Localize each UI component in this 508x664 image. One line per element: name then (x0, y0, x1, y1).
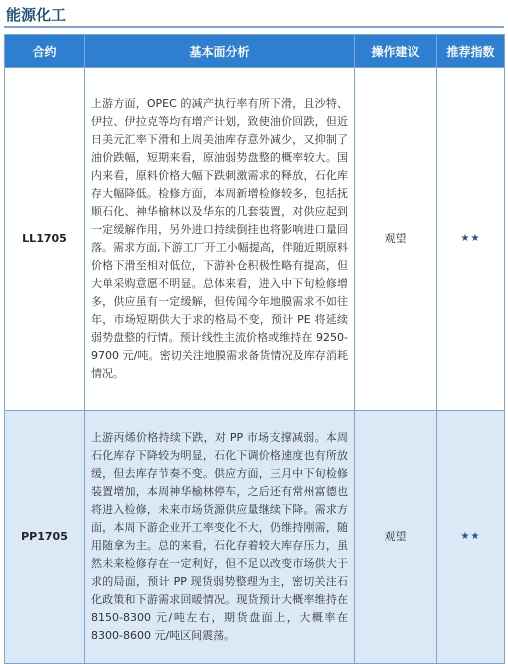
header-contract: 合约 (5, 35, 85, 68)
title-divider (4, 26, 504, 28)
table-row (5, 411, 505, 664)
contract-cell: PP1705 (5, 411, 85, 664)
header-analysis: 基本面分析 (85, 35, 355, 68)
analysis-cell: 上游丙烯价格持续下跌，对 PP 市场支撑减弱。本周石化库存下降较为明显，石化下调价格速度也有所放缓，但去库存节奏不变。供应方面，三月中下旬检修装置增加，本周神华榆林停车，之后还有常州富德也将进入检修，未来市场货源供应量继续下降。需求方面，本周下游企业开工率变化不大，仍维持刚需，随用随拿为主。总的来看，石化存着较大库存压力，虽然未来检修存在一定利好，但不足以改变市场供大于求的局面，预计 PP 现货弱势整理为主，密切关注石化政策和下游需求回暖情况。现货预计大概率维持在 8150-8300 元/吨左右，期货盘面上，大概率在 8300-8600 元/吨区间震荡。 (85, 411, 355, 664)
section-title: 能源化工 (6, 6, 67, 24)
advice-cell: 观望 (355, 68, 437, 411)
advice-cell: 观望 (355, 411, 437, 664)
rating-stars: ★★ (437, 411, 505, 664)
rating-stars: ★★ (437, 68, 505, 411)
contract-cell: LL1705 (5, 68, 85, 411)
analysis-table (4, 34, 505, 664)
header-rating: 推荐指数 (437, 35, 505, 68)
table-header-row (5, 35, 505, 68)
analysis-cell: 上游方面，OPEC 的减产执行率有所下滑，且沙特、伊拉、伊拉克等均有增产计划，致使油价回跌，但近日美元汇率下滑和上周美油库存意外减少，又抑制了油价跌幅，短期来看，原油弱势盘整的概率较大。国内来看，原料价格大幅下跌刺激需求的释放，石化库存大幅降低。检修方面，本周新增检修较多，包括抚顺石化、神华榆林以及华东的几套装置，对供应起到一定缓解作用，另外进口持续倒挂也将影响进口量回落。需求方面,下游工厂开工小幅提高，伴随近期原料价格下滑至相对低位，下游补仓积极性略有提高，但大单采购意愿不明显。总体来看，进入中下旬检修增多，供应虽有一定缓解，但传闻今年地膜需求不如往年，市场短期供大于求的格局不变，预计 PE 将延续弱势盘整的行情。预计线性主流价格或维持在 9250-9700 元/吨。密切关注地膜需求备货情况及库存消耗情况。 (85, 68, 355, 411)
header-advice: 操作建议 (355, 35, 437, 68)
table-row (5, 68, 505, 411)
